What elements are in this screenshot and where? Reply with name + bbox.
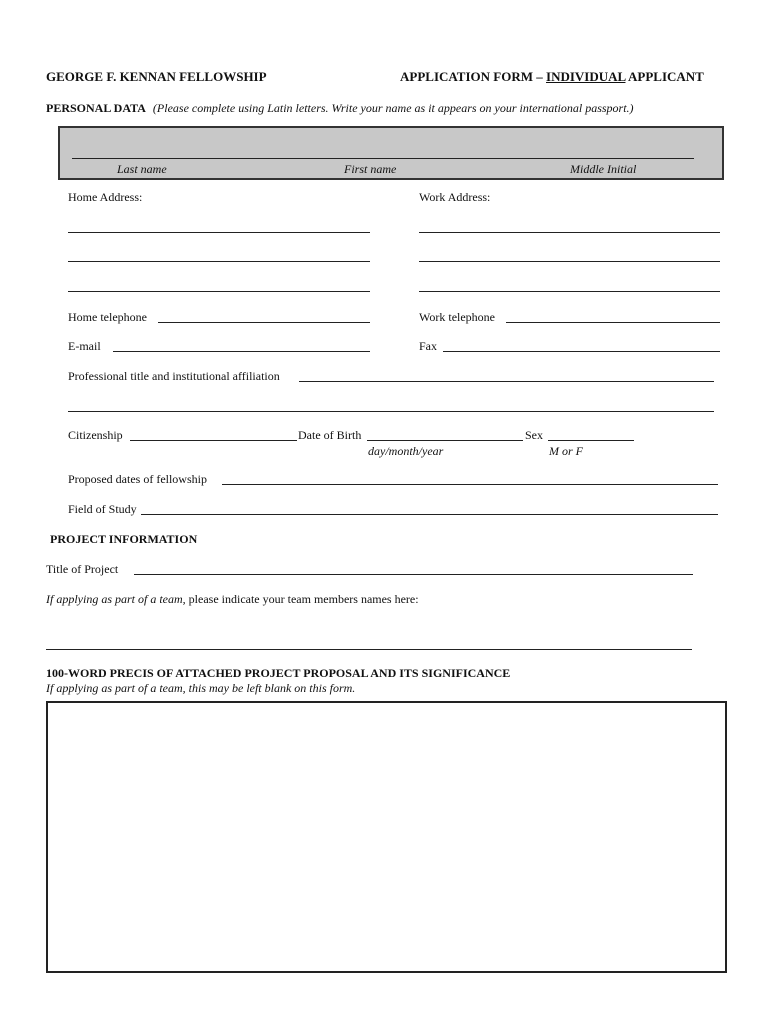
professional-title-field[interactable] <box>299 381 714 382</box>
work-telephone-label: Work telephone <box>419 310 496 324</box>
work-address-line-1[interactable] <box>419 232 720 233</box>
home-address-line-2[interactable] <box>68 261 370 262</box>
proposed-dates-field[interactable] <box>222 484 718 485</box>
citizenship-label: Citizenship <box>68 428 123 442</box>
date-of-birth-field[interactable] <box>367 440 523 441</box>
team-instructions-italic: If applying as part of a team, <box>46 592 186 606</box>
email-field[interactable] <box>113 351 370 352</box>
precis-textarea[interactable] <box>46 701 727 973</box>
form-title <box>400 69 704 85</box>
precis-heading: 100-WORD PRECIS OF ATTACHED PROJECT PROPOSAL AND ITS SIGNIFICANCE <box>46 666 511 680</box>
project-title-field[interactable] <box>134 574 693 575</box>
fax-field[interactable] <box>443 351 720 352</box>
personal-data-instructions: (Please complete using Latin letters. Write your name as it appears on your international passport.) <box>152 101 634 115</box>
personal-data-heading: PERSONAL DATA <box>46 101 146 115</box>
team-members-field[interactable] <box>46 649 692 650</box>
professional-title-label: Professional title and institutional affiliation <box>68 369 280 383</box>
date-of-birth-label: Date of Birth <box>298 428 362 442</box>
home-address-label: Home Address: <box>68 190 143 204</box>
home-address-line-1[interactable] <box>68 232 370 233</box>
form-title-suffix: APPLICANT <box>625 69 704 84</box>
precis-note: If applying as part of a team, this may be left blank on this form. <box>46 681 356 695</box>
fax-label: Fax <box>419 339 437 353</box>
field-of-study-label: Field of Study <box>68 502 137 516</box>
home-telephone-field[interactable] <box>158 322 370 323</box>
sex-hint: M or F <box>549 444 583 458</box>
team-instructions-rest: please indicate your team members names here: <box>185 592 419 606</box>
first-name-label: First name <box>344 162 397 176</box>
work-telephone-field[interactable] <box>506 322 720 323</box>
home-address-line-3[interactable] <box>68 291 370 292</box>
dob-hint: day/month/year <box>368 444 444 458</box>
full-name-field[interactable] <box>72 158 694 159</box>
work-address-label: Work Address: <box>419 190 491 204</box>
personal-data-heading-row <box>46 101 634 116</box>
work-address-line-2[interactable] <box>419 261 720 262</box>
sex-field[interactable] <box>548 440 634 441</box>
citizenship-field[interactable] <box>130 440 297 441</box>
form-title-individual: INDIVIDUAL <box>546 69 626 84</box>
middle-initial-label: Middle Initial <box>570 162 637 176</box>
professional-title-field-2[interactable] <box>68 411 714 412</box>
email-label: E-mail <box>68 339 101 353</box>
team-instructions <box>46 592 419 607</box>
sex-label: Sex <box>525 428 543 442</box>
proposed-dates-label: Proposed dates of fellowship <box>68 472 207 486</box>
project-title-label: Title of Project <box>46 562 119 576</box>
field-of-study-field[interactable] <box>141 514 718 515</box>
form-title-prefix: APPLICATION FORM – <box>400 69 547 84</box>
work-address-line-3[interactable] <box>419 291 720 292</box>
project-information-heading: PROJECT INFORMATION <box>50 532 198 546</box>
home-telephone-label: Home telephone <box>68 310 147 324</box>
last-name-label: Last name <box>117 162 167 176</box>
fellowship-title: GEORGE F. KENNAN FELLOWSHIP <box>46 69 267 84</box>
